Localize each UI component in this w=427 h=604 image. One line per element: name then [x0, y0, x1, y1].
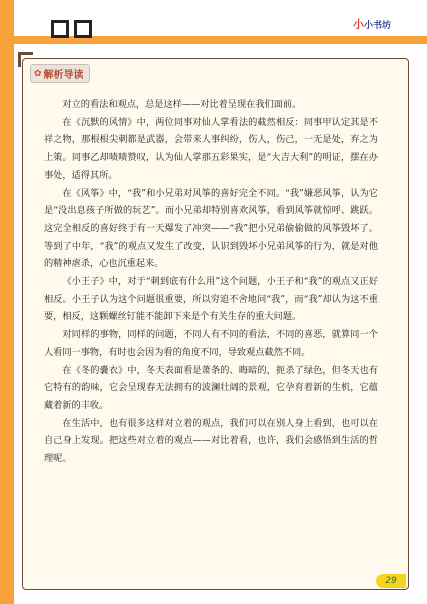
section-heading-text: 解析导读 [43, 70, 84, 81]
section-heading [30, 64, 90, 83]
logo-mark: 小 [353, 18, 364, 31]
paragraph: 在《风筝》中，“我”和小兄弟对风筝的喜好完全不同。“我”嫌恶风筝，认为它是“没出息孩子所做的玩艺”。而小兄弟却特别喜欢风筝，看到风筝就惊呼、跳跃。这完全相反的喜好终于有一天爆发了冲突——“我”把小兄弟偷偷做的风筝毁坏了。等到了中年，“我”的观点又发生了改变，认识到毁坏小兄弟风筝的行为，就是对他的精神虐杀，心也沉重起来。 [44, 187, 378, 270]
deco-square-icon [51, 20, 69, 38]
logo-text: 小书坊 [364, 21, 392, 31]
left-side-band [0, 0, 14, 604]
deco-square-icon [74, 20, 92, 38]
paragraph: 在生活中，也有很多这样对立着的观点，我们可以在别人身上看到，也可以在自己身上发现。把这些对立着的观点——对比着看，也许，我们会感悟到生活的哲理呢。 [44, 417, 378, 465]
paragraph: 对同样的事物，同样的问题，不同人有不同的看法，不同的喜恶，就算同一个人看同一事物，有时也会因为看的角度不同，导致观点截然不同。 [44, 329, 378, 358]
paragraph: 在《沉默的风情》中，两位同事对仙人掌看法的截然相反：同事甲认定其是不祥之物，那根根尖刺都是武器，会带来人事纠纷，伤人，伤己，一无是处，弃之为上策。同事乙却啧啧赞叹，认为仙人掌那五彩果实，是“大吉大利”的明证，摆在办事处，适得其所。 [44, 116, 378, 181]
paragraph: 《小王子》中，对于“刺到底有什么用”这个问题，小王子和“我”的观点又正好相反。小王子认为这个问题很重要，所以穷追不舍地问“我”，而“我”却认为这不重要，相反，这颗螺丝钉能不能卸下来是个有关生存的重大问题。 [44, 276, 378, 323]
article-body [44, 96, 378, 468]
paragraph: 对立的看法和观点，总是这样——对比着呈现在我们面前。 [62, 99, 302, 110]
flower-icon: ✿ [34, 68, 42, 79]
page-number: 29 [376, 574, 406, 588]
series-logo [353, 16, 391, 32]
paragraph: 在《冬的嚢衣》中，冬天表面看是萧条的、晦暗的，扼杀了绿色，但冬天也有它特有的韵味，它会呈现春无法拥有的波澜壮阔的景观，它孕育着新的生机，它蕴藏着新的丰收。 [44, 364, 378, 411]
